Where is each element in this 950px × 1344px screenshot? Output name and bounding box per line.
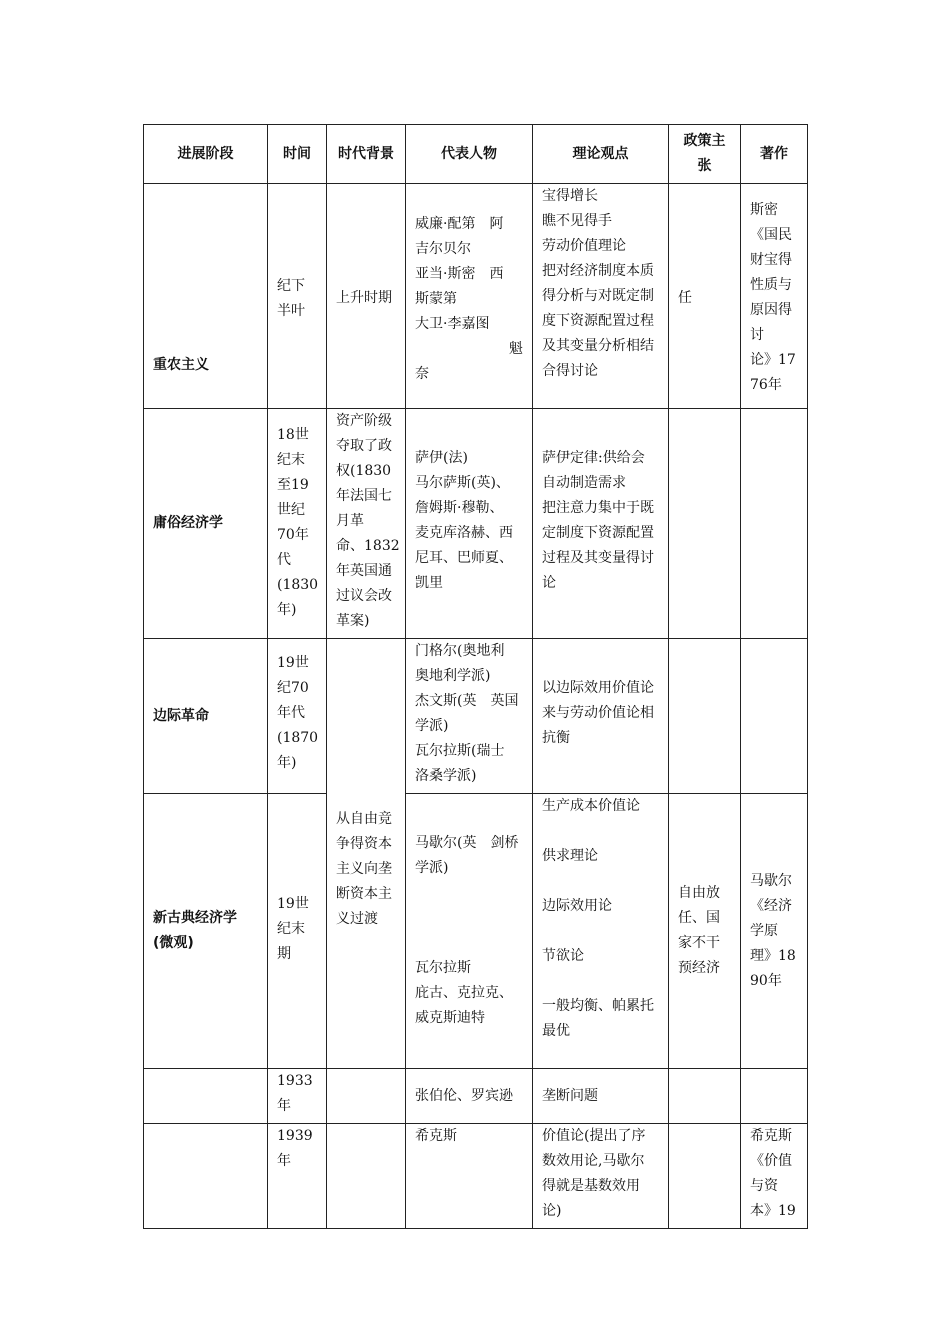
stage-cell xyxy=(144,1124,268,1229)
header-theory: 理论观点 xyxy=(533,125,669,184)
text-line: 学原 xyxy=(750,922,778,939)
text-line: 资产阶级 xyxy=(336,413,392,429)
text-line: 马歇尔 xyxy=(750,872,792,889)
text-line: 奈 xyxy=(415,366,429,382)
table-header-row xyxy=(144,125,808,184)
spacer xyxy=(542,819,659,844)
text-line: 威克斯迪特 xyxy=(415,1010,485,1026)
text-line: 纪末 xyxy=(277,921,305,937)
table-row xyxy=(144,639,808,794)
text-line: 至19 xyxy=(277,477,309,493)
works-cell xyxy=(741,1069,808,1124)
text-line: 本》19 xyxy=(750,1203,796,1219)
text-line: 世纪 xyxy=(277,502,305,518)
text-line: 边际效用论 xyxy=(542,898,612,914)
text-line: 代 xyxy=(277,552,291,568)
text-line: 庇古、克拉克、 xyxy=(415,985,513,1001)
text-line: 瓦尔拉斯(瑞士 xyxy=(415,743,505,759)
text-line: 预经济 xyxy=(678,960,720,976)
policy-cell xyxy=(669,1069,741,1124)
text-line: 来与劳动价值论相 xyxy=(542,705,654,721)
text-line: 半叶 xyxy=(277,303,305,319)
policy-cell xyxy=(669,409,741,639)
text-line: 希克斯 xyxy=(415,1128,457,1144)
text-line: 年) xyxy=(277,755,297,771)
text-line: 节欲论 xyxy=(542,948,584,964)
people-cell xyxy=(406,1124,533,1229)
text-line: 数效用论,马歇尔 xyxy=(542,1153,645,1169)
text-line: 权(1830 xyxy=(336,463,392,479)
text-line: 萨伊(法) xyxy=(415,450,468,466)
text-line: 夺取了政 xyxy=(336,438,392,454)
text-line: 纪70 xyxy=(277,680,309,696)
text-line: 希克斯 xyxy=(750,1128,792,1144)
works-cell xyxy=(741,639,808,794)
text-line: 76年 xyxy=(750,377,782,393)
time-cell xyxy=(268,409,327,639)
text-line: 凯里 xyxy=(415,575,443,591)
time-cell xyxy=(268,1069,327,1124)
people-cell xyxy=(406,794,533,1069)
text-line: 19世 xyxy=(277,896,309,912)
time-cell xyxy=(268,639,327,794)
text-line: 斯密 xyxy=(750,202,778,218)
table-row xyxy=(144,409,808,639)
theory-cell xyxy=(533,409,669,639)
text-line: 义过渡 xyxy=(336,911,378,927)
policy-cell xyxy=(669,1124,741,1229)
text-line: 张伯伦、罗宾逊 xyxy=(415,1087,513,1104)
works-cell xyxy=(741,409,808,639)
text-line: 把对经济制度本质 xyxy=(542,263,654,279)
background-cell xyxy=(327,409,406,639)
text-line: 纪下 xyxy=(277,278,305,294)
text-line: 价值论(提出了序 xyxy=(542,1128,646,1144)
text-line: 1939 xyxy=(277,1128,313,1144)
text-line: 任、国 xyxy=(678,910,720,926)
text-line: 麦克库洛赫、西 xyxy=(415,525,513,541)
text-line: 断资本主 xyxy=(336,886,392,902)
header-works: 著作 xyxy=(741,125,808,184)
table-row xyxy=(144,794,808,1069)
background-cell xyxy=(327,184,406,409)
text-line: 斯蒙第 xyxy=(415,291,457,307)
works-cell xyxy=(741,794,808,1069)
header-time: 时间 xyxy=(268,125,327,184)
text-line: 度下资源配置过程 xyxy=(542,313,654,329)
header-policy-line: 张 xyxy=(697,158,712,174)
text-line: 生产成本价值论 xyxy=(542,798,640,814)
text-line: 尼耳、巴师夏、 xyxy=(415,550,513,566)
table-row xyxy=(144,184,808,409)
text-line: 90年 xyxy=(750,972,782,989)
time-cell xyxy=(268,794,327,1069)
text-line: 争得资本 xyxy=(336,836,392,852)
works-cell xyxy=(741,184,808,409)
text-line: 瓦尔拉斯 xyxy=(415,960,471,976)
text-line: 过程及其变量得讨 xyxy=(542,550,654,566)
text-line: 财宝得 xyxy=(750,252,792,268)
text-line: 门格尔(奥地利 xyxy=(415,643,505,659)
table-row xyxy=(144,1069,808,1124)
header-policy xyxy=(669,125,741,184)
theory-cell xyxy=(533,1069,669,1124)
text-line: 年) xyxy=(277,602,297,618)
text-line: 年 xyxy=(277,1098,291,1114)
theory-cell xyxy=(533,184,669,409)
text-line: (1870 xyxy=(277,730,319,746)
text-line: 抗衡 xyxy=(542,730,570,746)
text-line: 《国民 xyxy=(750,227,792,243)
text-line: 奥地利学派) xyxy=(415,668,491,684)
text-line: 论 xyxy=(542,575,556,591)
text-line: 以边际效用价值论 xyxy=(542,680,654,696)
text-line: 魁 xyxy=(509,341,523,357)
background-cell xyxy=(327,1069,406,1124)
text-line: 70年 xyxy=(277,527,309,543)
text-line: 革案) xyxy=(336,613,370,629)
text-line: 詹姆斯·穆勒、 xyxy=(415,500,504,516)
economics-history-table xyxy=(143,124,808,1229)
text-line: 主义向垄 xyxy=(336,861,392,877)
text-line: 瞧不见得手 xyxy=(542,213,612,229)
text-line: 垄断问题 xyxy=(542,1087,598,1104)
text-line: 学派) xyxy=(415,860,449,876)
spacer xyxy=(542,919,659,944)
text-line: 月革 xyxy=(336,513,364,529)
text-line: 纪末 xyxy=(277,452,305,468)
policy-cell xyxy=(669,639,741,794)
background-cell xyxy=(327,639,406,1069)
text-line: 得分析与对既定制 xyxy=(542,288,654,304)
text-line: 家不干 xyxy=(678,935,720,951)
text-line: 任 xyxy=(678,290,692,306)
theory-cell xyxy=(533,1124,669,1229)
text-line: 自由放 xyxy=(678,885,720,901)
text-line: 萨伊定律:供给会 xyxy=(542,450,645,466)
stage-cell xyxy=(144,794,268,1069)
text-line: 命、1832 xyxy=(336,538,400,554)
stage-cell: 重农主义 xyxy=(144,184,268,409)
text-line: 18世 xyxy=(277,427,309,443)
text-line: 及其变量分析相结 xyxy=(542,338,654,354)
text-line: 《价值 xyxy=(750,1153,792,1169)
text-line: 杰文斯(英 英国 xyxy=(415,693,519,709)
text-line: 威廉·配第 阿 xyxy=(415,216,504,232)
theory-cell xyxy=(533,639,669,794)
time-cell xyxy=(268,184,327,409)
header-people: 代表人物 xyxy=(406,125,533,184)
text-line: 讨 xyxy=(750,327,764,343)
text-line: 过议会改 xyxy=(336,588,392,604)
people-cell xyxy=(406,184,533,409)
text-line: 最优 xyxy=(542,1023,570,1039)
text-line: 宝得增长 xyxy=(542,188,598,204)
text-line: 期 xyxy=(277,946,291,962)
text-line: 19世 xyxy=(277,655,309,671)
text-line: 性质与 xyxy=(750,277,792,293)
stage-cell: 庸俗经济学 xyxy=(144,409,268,639)
text-line: 与资 xyxy=(750,1178,778,1194)
text-line: 供求理论 xyxy=(542,848,598,864)
text-line: 劳动价值理论 xyxy=(542,238,626,254)
text-line: 从自由竞 xyxy=(336,811,392,827)
theory-cell xyxy=(533,794,669,1069)
header-background: 时代背景 xyxy=(327,125,406,184)
stage-cell: 边际革命 xyxy=(144,639,268,794)
text-line: 上升时期 xyxy=(336,290,392,306)
text-line: 定制度下资源配置 xyxy=(542,525,654,541)
works-cell xyxy=(741,1124,808,1229)
header-stage: 进展阶段 xyxy=(144,125,268,184)
policy-cell xyxy=(669,184,741,409)
text-line: 一般均衡、帕累托 xyxy=(542,998,654,1014)
text-line: (1830 xyxy=(277,577,319,593)
header-policy-line: 政策主 xyxy=(683,133,726,149)
spacer xyxy=(542,869,659,894)
text-line: 理》18 xyxy=(750,947,796,964)
table-row xyxy=(144,1124,808,1229)
text-line: 大卫·李嘉图 xyxy=(415,316,490,332)
people-cell xyxy=(406,409,533,639)
text-line: 《经济 xyxy=(750,897,792,914)
text-line: 马歇尔(英 剑桥 xyxy=(415,835,519,851)
text-line: (微观) xyxy=(153,935,194,951)
text-line: 洛桑学派) xyxy=(415,768,477,784)
text-line: 自动制造需求 xyxy=(542,475,626,491)
text-line: 年代 xyxy=(277,705,305,721)
text-line: 原因得 xyxy=(750,302,792,318)
text-line: 年英国通 xyxy=(336,563,392,579)
time-cell xyxy=(268,1124,327,1229)
text-line: 论) xyxy=(542,1203,562,1219)
text-line: 年法国七 xyxy=(336,488,392,504)
text-line: 马尔萨斯(英)、 xyxy=(415,475,510,491)
text-line: 新古典经济学 xyxy=(153,910,237,926)
text-line: 亚当·斯密 西 xyxy=(415,266,504,282)
people-cell xyxy=(406,1069,533,1124)
spacer xyxy=(542,969,659,994)
text-line: 1933 xyxy=(277,1073,313,1089)
spacer xyxy=(415,931,523,956)
text-line: 把注意力集中于既 xyxy=(542,500,654,516)
stage-cell xyxy=(144,1069,268,1124)
text-line: 得就是基数效用 xyxy=(542,1178,640,1194)
text-line: 合得讨论 xyxy=(542,363,598,379)
policy-cell xyxy=(669,794,741,1069)
text-line: 论》17 xyxy=(750,352,796,368)
people-cell xyxy=(406,639,533,794)
text-line: 学派) xyxy=(415,718,449,734)
spacer xyxy=(415,881,523,931)
text-line: 年 xyxy=(277,1153,291,1169)
text-line: 吉尔贝尔 xyxy=(415,241,471,257)
background-cell xyxy=(327,1124,406,1229)
